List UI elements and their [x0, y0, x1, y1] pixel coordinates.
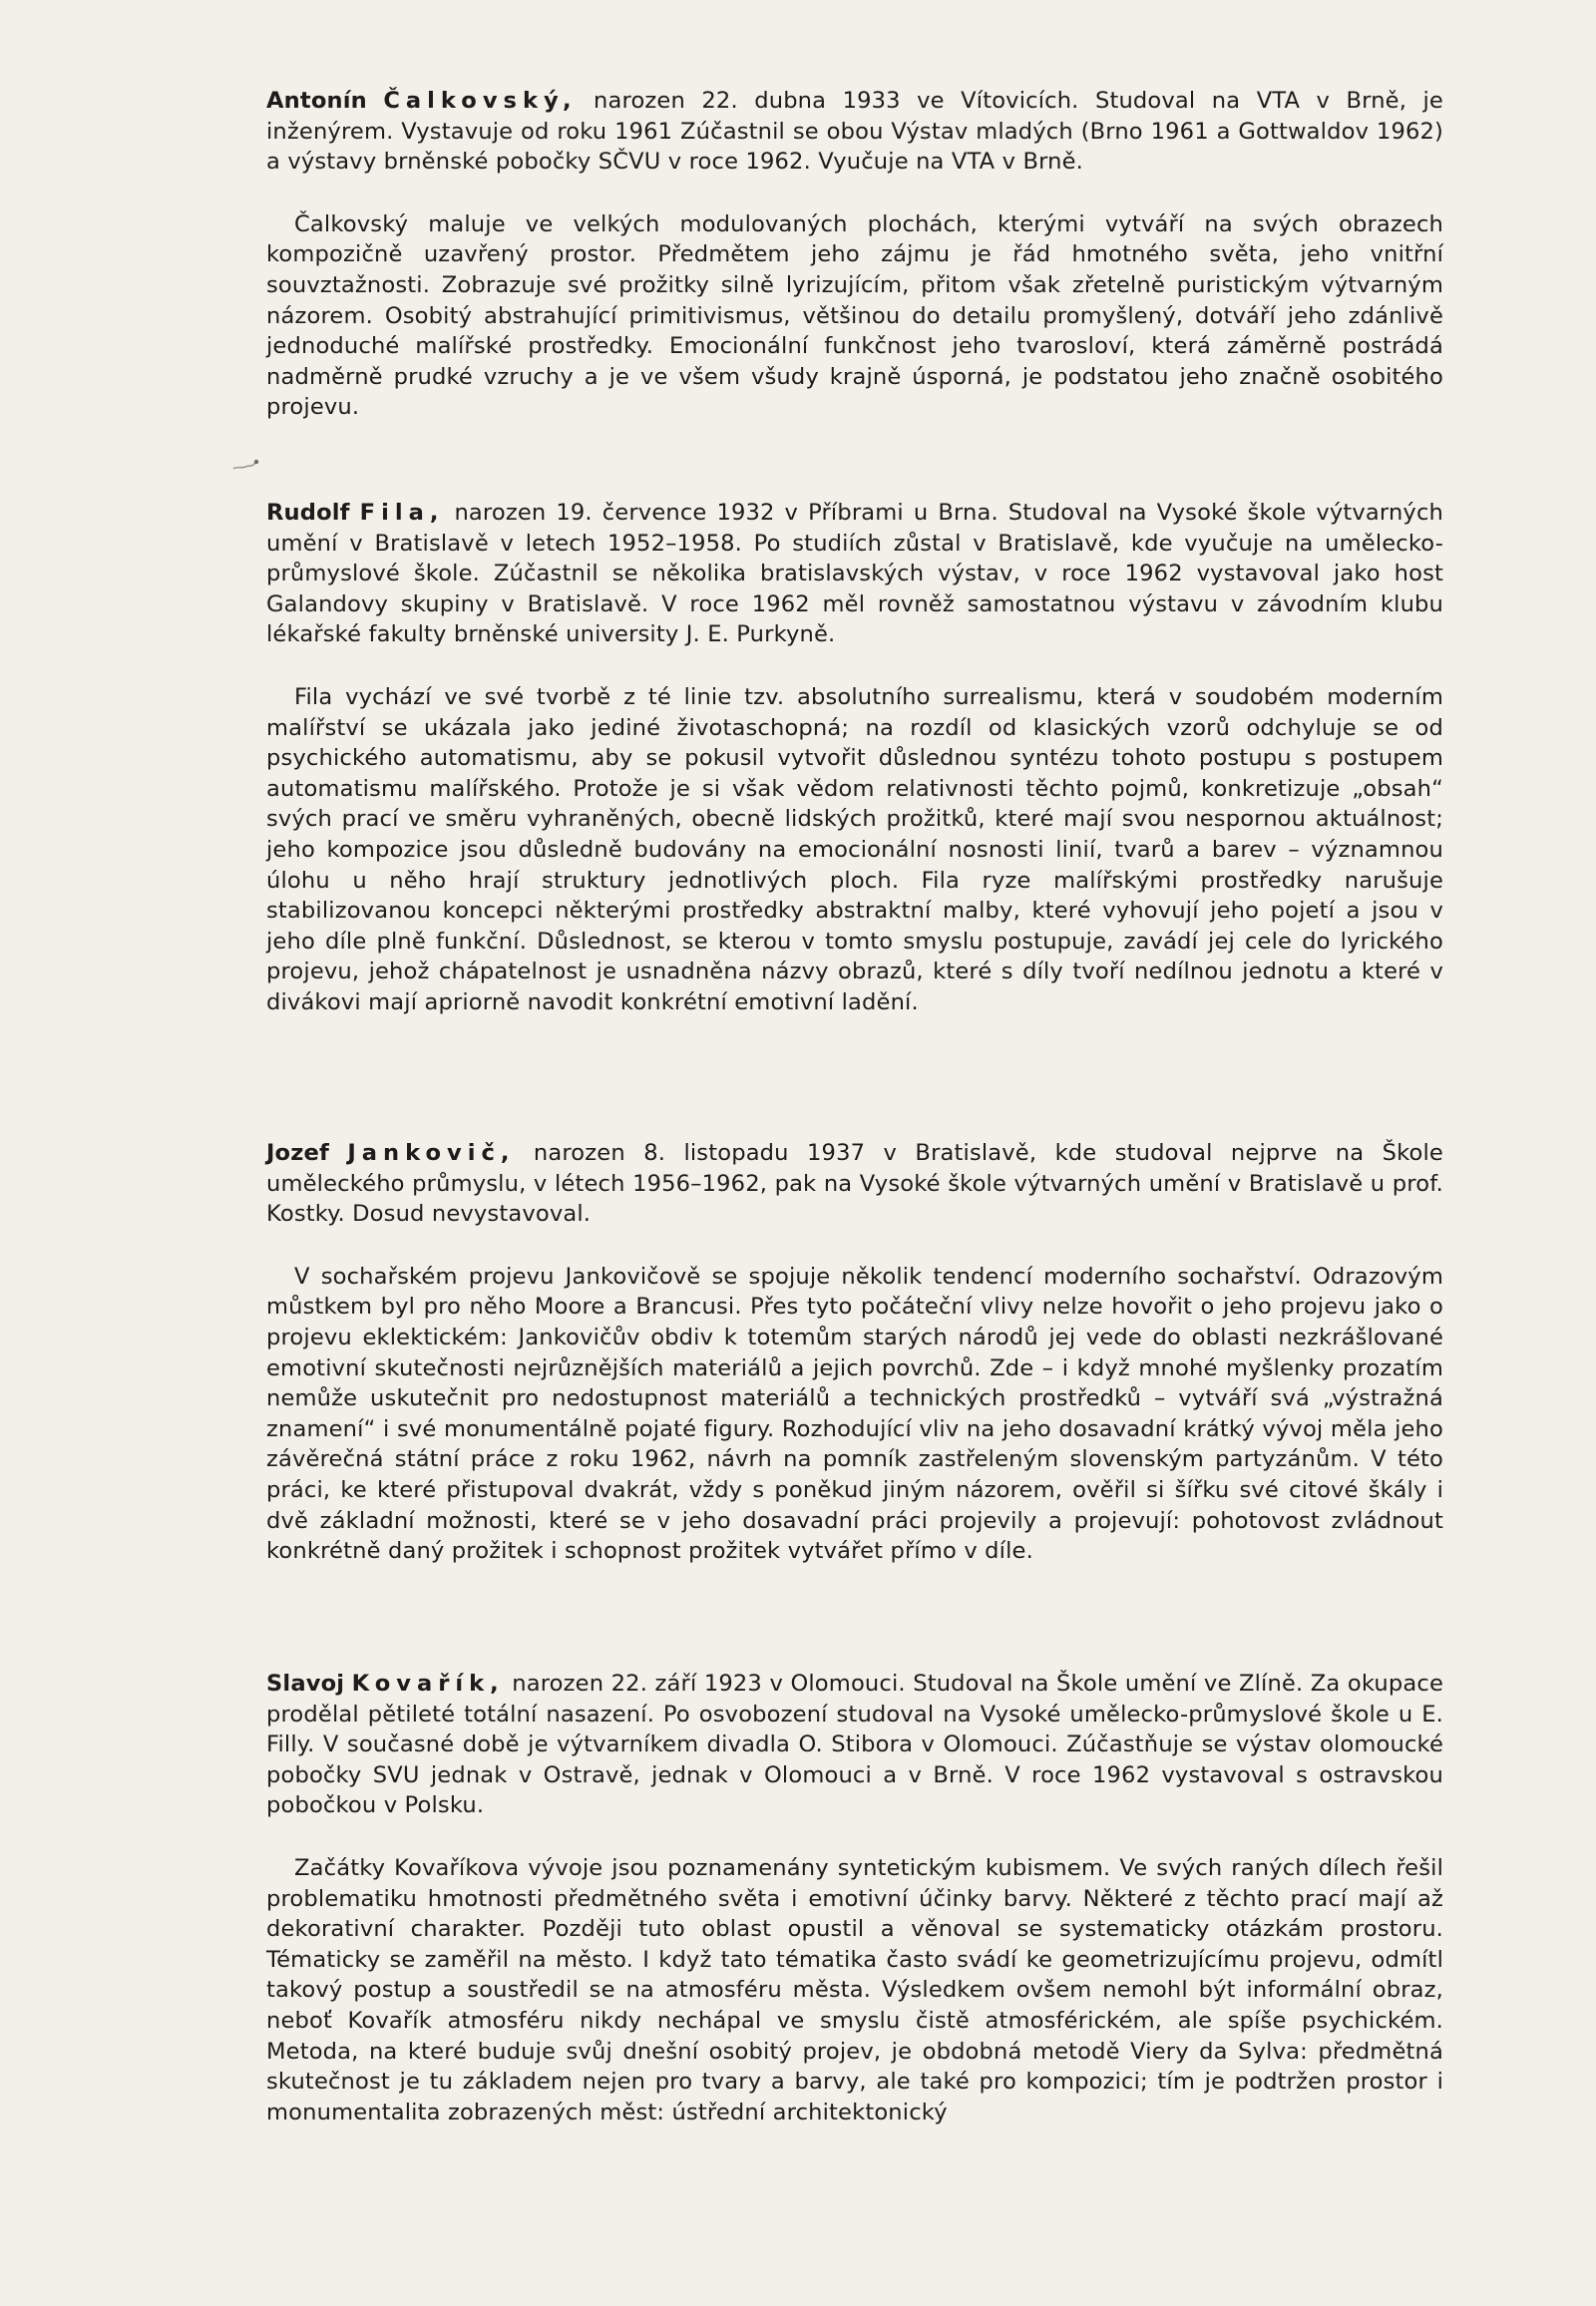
artist-first-name: Jozef [266, 1140, 329, 1166]
bio-paragraph [266, 1669, 1443, 1821]
bio-text: narozen 22. září 1923 v Olomouci. Studoval na Škole umění ve Zlíně. Za okupace prodělal pětileté totální nasazení. Po osvobození studoval na Vysoké umělecko-průmyslové škole u E. Filly. V současné době je výtvarníkem divadla O. Stibora v Olomouci. Zúčastňuje se výstav olomoucké pobočky SVU jednak v Ostravě, jednak v Olomouci a v Brně. V roce 1962 vystavoval s ostravskou pobočkou v Polsku. [266, 1671, 1443, 1819]
artist-surname: Čalkovský, [383, 88, 578, 114]
critique-paragraph: Fila vychází ve své tvorbě z té linie tzv. absolutního surrealismu, která v soudobém moderním malířství se ukázala jako jediné životaschopná; na rozdíl od klasických vzorů odchyluje se od psychického automatismu, aby se pokusil vytvořit důslednou syntézu tohoto postupu s postupem automatismu malířského. Protože je si však vědom relativnosti těchto pojmů, konkretizuje „obsah“ svých prací ve směru vyhraněných, obecně lidských prožitků, které mají svou nespornou aktuálnost; jeho kompozice jsou důsledně budovány na emocionální nosnosti linií, tvarů a barev – významnou úlohu u něho hrají struktury jednotlivých ploch. Fila ryze malířskými prostředky narušuje stabilizovanou koncepci některými prostředky abstraktní malby, které vyhovují jeho pojetí a jsou v jeho díle plně funkční. Důslednost, se kterou v tomto smyslu postupuje, zavádí jej cele do lyrického projevu, jehož chápatelnost je usnadněna názvy obrazů, které s díly tvoří nedílnou jednotu a které v divákovi mají apriorně navodit konkrétní emotivní ladění. [266, 683, 1443, 1015]
bio-paragraph [266, 1138, 1443, 1230]
bio-paragraph [266, 86, 1443, 178]
critique-paragraph: Začátky Kovaříkova vývoje jsou poznamenány syntetickým kubismem. Ve svých raných dílech řešil problematiku hmotnosti předmětného světa i emotivní účinky barvy. Některé z těchto prací mají až dekorativní charakter. Později tuto oblast opustil a věnoval se systematicky otázkám prostoru. Tématicky se zaměřil na město. I když tato tématika často svádí ke geometrizujícímu projevu, odmítl takový postup a soustředil se na atmosféru města. Výsledkem ovšem nemohl být informální obraz, neboť Kovařík atmosféru nikdy nechápal ve smyslu čistě atmosférickém, ale spíše psychickém. Metoda, na které buduje svůj dnešní osobitý projev, je obdobná metodě Viery da Sylva: předmětná skutečnost je tu základem nejen pro tvary a barvy, ale také pro kompozici; tím je podtržen prostor i monumentalita zobrazených měst: ústřední architektonický [266, 1854, 1443, 2125]
artist-first-name: Slavoj [266, 1671, 345, 1697]
critique-paragraph: V sochařském projevu Jankovičově se spojuje několik tendencí moderního sochařství. Odrazovým můstkem byl pro něho Moore a Brancusi. Přes tyto počáteční vlivy nelze hovořit o jeho projevu jako o projevu eklektickém: Jankovičův obdiv k totemům starých národů jej vede do oblasti nezkrášlované emotivní skutečnosti nejrůznějších materiálů a jejich povrchů. Zde – i když mnohé myšlenky prozatím nemůže uskutečnit pro nedostupnost materiálů a technických prostředků – vytváří svá „výstražná znamení“ i své monumentálně pojaté figury. Rozhodující vliv na jeho dosavadní krátký vývoj měla jeho závěrečná státní práce z roku 1962, návrh na pomník zastřeleným slovenským partyzánům. V této práci, ke které přistupoval dvakrát, vždy s poněkud jiným názorem, ověřil si šířku své citové škály i dvě základní možnosti, které se v jeho dosavadní práci projevily a projevují: pohotovost zvládnout konkrétně daný prožitek i schopnost prožitek vytvářet přímo v díle. [266, 1263, 1443, 1565]
critique-paragraph: Čalkovský maluje ve velkých modulovaných plochách, kterými vytváří na svých obrazech kompozičně uzavřený prostor. Předmětem jeho zájmu je řád hmotného světa, jeho vnitřní souvztažnosti. Zobrazuje své prožitky silně lyrizujícím, přitom však zřetelně puristickým výtvarným názorem. Osobitý abstrahující primitivismus, většinou do detailu promyšlený, dotváří jeho zdánlivě jednoduché malířské prostředky. Emocionální funkčnost jeho tvarosloví, která záměrně postrádá nadměrně prudké vzruchy a je ve všem všudy krajně úsporná, je podstatou jeho značně osobitého projevu. [266, 210, 1443, 421]
entry-kovarik [266, 1669, 1443, 2127]
bio-text: narozen 8. listopadu 1937 v Bratislavě, kde studoval nejprve na Škole uměleckého průmyslu, v létech 1956–1962, pak na Vysoké škole výtvarných umění v Bratislavě u prof. Kostky. Dosud nevystavoval. [266, 1140, 1443, 1228]
artist-first-name: Rudolf [266, 500, 350, 526]
entry-calkovsky [266, 86, 1443, 423]
artist-surname: Jankovič, [347, 1140, 516, 1166]
ink-smudge [231, 457, 259, 473]
entry-jankovic [266, 1138, 1443, 1567]
bio-text: narozen 22. dubna 1933 ve Vítovicích. Studoval na VTA v Brně, je inženýrem. Vystavuje od roku 1961 Zúčastnil se obou Výstav mladých (Brno 1961 a Gottwaldov 1962) a výstavy brněnské pobočky SČVU v roce 1962. Vyučuje na VTA v Brně. [266, 88, 1443, 176]
artist-first-name: Antonín [266, 88, 367, 114]
entry-fila [266, 498, 1443, 1018]
bio-text: narozen 19. července 1932 v Příbrami u Brna. Studoval na Vysoké škole výtvarných umění v Bratislavě v letech 1952–1958. Po studiích zůstal v Bratislavě, kde vyučuje na umělecko-průmyslové škole. Zúčastnil se několika bratislavských výstav, v roce 1962 vystavoval jako host Galandovy skupiny v Bratislavě. V roce 1962 měl rovněž samostatnou výstavu v závodním klubu lékařské fakulty brněnské university J. E. Purkyně. [266, 500, 1443, 648]
bio-paragraph [266, 498, 1443, 650]
artist-surname: Fila, [359, 500, 445, 526]
artist-surname: Kovařík, [351, 1671, 505, 1697]
